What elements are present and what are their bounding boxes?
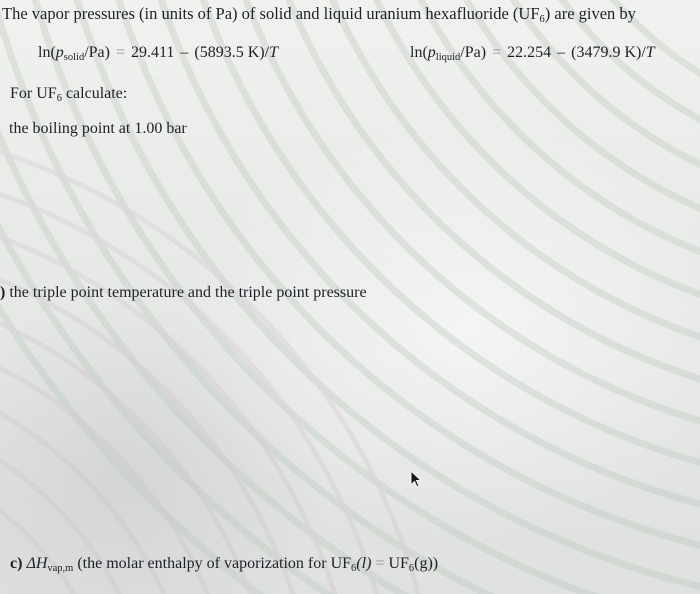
eq-solid-a: 29.411 — [131, 44, 175, 61]
eq-liquid-unit: /Pa) — [460, 44, 487, 61]
eq-liquid-minus: – — [557, 44, 566, 61]
part-b-marker: ) — [0, 284, 6, 301]
part-c-marker: c) — [10, 555, 23, 572]
part-c-equals: = — [371, 555, 389, 572]
calculate-prompt — [10, 84, 127, 109]
equation-liquid — [410, 43, 655, 68]
part-c-gas: (g)) — [414, 555, 439, 572]
eq-liquid-ln: ln( — [410, 44, 428, 61]
question-part-b — [0, 283, 367, 303]
equation-solid — [38, 43, 278, 68]
eq-solid-b: (5893.5 K)/ — [194, 44, 270, 61]
part-a-text: the boiling point at 1.00 bar — [9, 120, 187, 137]
eq-liquid-a: 22.254 — [507, 44, 552, 61]
intro-subscript: 6 — [539, 14, 545, 25]
for-tail: calculate: — [61, 85, 128, 102]
intro-text: The vapor pressures (in units of Pa) of solid and liquid uranium hexafluoride (UF — [2, 4, 540, 23]
eq-solid-p: p — [55, 44, 64, 61]
question-part-a — [9, 119, 187, 139]
eq-liquid-b: (3479.9 K)/ — [571, 44, 646, 61]
eq-solid-T: T — [269, 44, 278, 61]
eq-solid-equals: = — [115, 44, 126, 61]
eq-solid-ln: ln( — [38, 44, 56, 61]
part-c-delta: ΔH — [22, 555, 48, 572]
intro-tail: ) are given by — [544, 4, 636, 23]
for-text: For UF — [10, 85, 57, 102]
arrow-cursor-icon — [409, 469, 423, 489]
for-subscript: 6 — [56, 93, 62, 104]
part-c-liquid: (l) — [356, 555, 372, 572]
part-c-sub2: 6 — [351, 563, 357, 574]
eq-solid-sub: solid — [63, 52, 85, 63]
eq-liquid-equals: = — [492, 44, 502, 61]
part-c-sub: vap,m — [47, 563, 74, 574]
part-c-uf: UF — [388, 555, 409, 572]
eq-liquid-T: T — [645, 44, 655, 61]
eq-solid-minus: – — [180, 44, 189, 61]
eq-solid-unit: /Pa) — [84, 44, 110, 61]
part-c-text: (the molar enthalpy of vaporization for UF — [73, 555, 352, 572]
eq-liquid-p: p — [427, 44, 436, 61]
question-part-c — [10, 554, 438, 579]
problem-intro — [2, 4, 636, 30]
part-b-text: the triple point temperature and the triple point pressure — [5, 284, 367, 301]
part-c-sub3: 6 — [408, 563, 415, 574]
eq-liquid-sub: liquid — [435, 52, 461, 63]
